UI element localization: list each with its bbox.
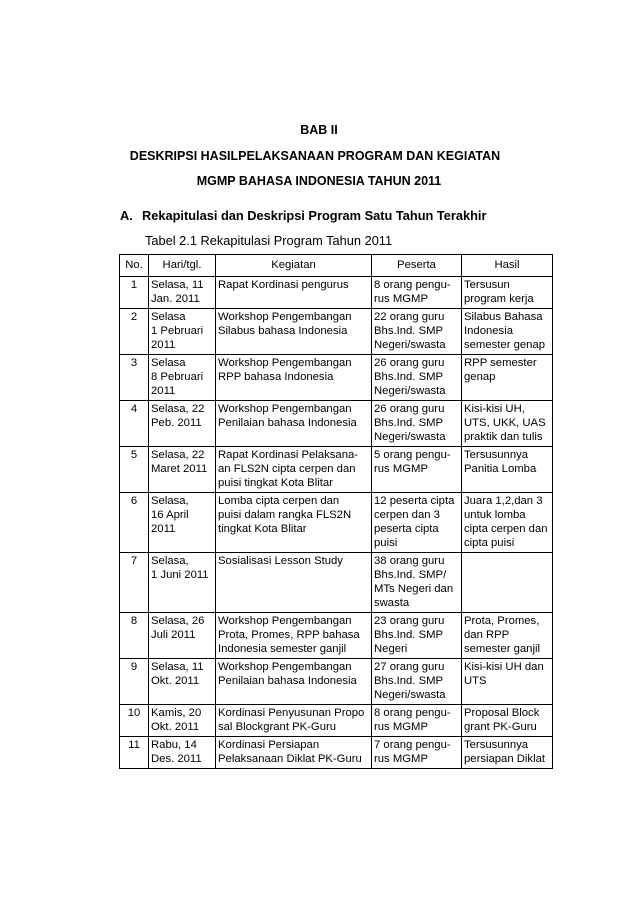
cell-line: an FLS2N cipta cerpen dan — [218, 463, 356, 475]
cell-line: 8 orang pengu- — [374, 279, 451, 291]
cell-line: Penilaian bahasa Indonesia — [218, 675, 357, 687]
cell-hari — [149, 277, 216, 309]
cell-line: Selasa, — [151, 495, 189, 507]
table-row — [120, 705, 553, 737]
cell-line: tingkat Kota Blitar — [218, 523, 307, 535]
cell-line: Workshop Pengembangan — [218, 357, 352, 369]
cell-line: puisi tingkat Kota Blitar — [218, 477, 333, 489]
table-row — [120, 355, 553, 401]
cell-line: Workshop Pengembangan — [218, 403, 352, 415]
cell-line: Silabus bahasa Indonesia — [218, 325, 348, 337]
cell-peserta — [372, 447, 462, 493]
cell-line: Peb. 2011 — [151, 417, 202, 429]
cell-peserta — [372, 401, 462, 447]
cell-line: Maret 2011 — [151, 463, 208, 475]
cell-line: Bhs.Ind. SMP — [374, 629, 444, 641]
cell-line: Panitia Lomba — [464, 463, 537, 475]
cell-line: 22 orang guru — [374, 311, 445, 323]
cell-kegiatan — [216, 493, 372, 553]
cell-line: Kordinasi Penyusunan Propo — [218, 707, 365, 719]
table-row — [120, 277, 553, 309]
cell-line: Workshop Pengembangan — [218, 615, 352, 627]
cell-line: Bhs.Ind. SMP — [374, 371, 444, 383]
cell-hari — [149, 309, 216, 355]
cell-line: Juli 2011 — [151, 629, 196, 641]
cell-no: 11 — [120, 737, 149, 769]
cell-hari — [149, 659, 216, 705]
cell-line: Negeri — [374, 643, 408, 655]
cell-line: cipta puisi — [464, 537, 515, 549]
cell-line: Indonesia semester ganjil — [218, 643, 347, 655]
cell-line: Selasa, 22 — [151, 403, 205, 415]
col-header-no: No. — [120, 255, 149, 277]
cell-hari — [149, 737, 216, 769]
cell-line: Kamis, 20 — [151, 707, 202, 719]
cell-peserta — [372, 493, 462, 553]
cell-kegiatan — [216, 401, 372, 447]
table-row — [120, 659, 553, 705]
cell-peserta — [372, 309, 462, 355]
cell-line: cipta cerpen dan — [464, 523, 548, 535]
cell-kegiatan — [216, 447, 372, 493]
section-heading — [120, 208, 486, 223]
cell-peserta — [372, 705, 462, 737]
cell-hari — [149, 401, 216, 447]
cell-peserta — [372, 659, 462, 705]
cell-line: UTS, UKK, UAS — [464, 417, 546, 429]
cell-line: Proposal Block — [464, 707, 540, 719]
cell-line: rus MGMP — [374, 463, 428, 475]
cell-line: peserta cipta — [374, 523, 439, 535]
cell-line: 2011 — [151, 385, 176, 397]
cell-hasil — [462, 355, 553, 401]
cell-peserta — [372, 737, 462, 769]
cell-hari — [149, 447, 216, 493]
cell-line: swasta — [374, 597, 410, 609]
cell-no: 2 — [120, 309, 149, 355]
table-row — [120, 737, 553, 769]
cell-peserta — [372, 355, 462, 401]
cell-line: Rabu, 14 — [151, 739, 197, 751]
cell-line: semester ganjil — [464, 643, 540, 655]
cell-line: Okt. 2011 — [151, 675, 200, 687]
cell-no: 4 — [120, 401, 149, 447]
cell-hasil — [462, 277, 553, 309]
cell-line: Rapat Kordinasi Pelaksana- — [218, 449, 359, 461]
cell-line: 16 April — [151, 509, 189, 521]
cell-hasil — [462, 447, 553, 493]
cell-line: Indonesia — [464, 325, 513, 337]
cell-line: 5 orang pengu- — [374, 449, 451, 461]
document-title-line1: DESKRIPSI HASILPELAKSANAAN PROGRAM DAN KEGIATAN — [129, 149, 501, 163]
cell-hari — [149, 553, 216, 613]
cell-no: 9 — [120, 659, 149, 705]
cell-line: puisi dalam rangka FLS2N — [218, 509, 352, 521]
cell-line: UTS — [464, 675, 487, 687]
cell-line: RPP bahasa Indonesia — [218, 371, 334, 383]
cell-no: 6 — [120, 493, 149, 553]
cell-hasil — [462, 737, 553, 769]
table-row — [120, 401, 553, 447]
cell-line: Penilaian bahasa Indonesia — [218, 417, 357, 429]
cell-line: semester genap — [464, 339, 546, 351]
document-title-line2: MGMP BAHASA INDONESIA TAHUN 2011 — [196, 174, 442, 188]
cell-line: Tersusun — [464, 279, 510, 291]
cell-line: Kisi-kisi UH dan — [464, 661, 544, 673]
cell-kegiatan — [216, 309, 372, 355]
cell-line: dan RPP — [464, 629, 510, 641]
cell-hasil — [462, 553, 553, 613]
cell-line: puisi — [374, 537, 398, 549]
cell-line: 2011 — [151, 523, 176, 535]
cell-line: Juara 1,2,dan 3 — [464, 495, 543, 507]
chapter-heading: BAB II — [300, 123, 338, 137]
cell-line: Bhs.Ind. SMP/ — [374, 569, 447, 581]
cell-no: 10 — [120, 705, 149, 737]
cell-line: cerpen dan 3 — [374, 509, 440, 521]
cell-line: Selasa, 11 — [151, 661, 204, 673]
cell-line: 1 Pebruari — [151, 325, 204, 337]
cell-line: genap — [464, 371, 496, 383]
cell-line: Bhs.Ind. SMP — [374, 675, 444, 687]
table-caption: Tabel 2.1 Rekapitulasi Program Tahun 2011 — [145, 233, 393, 248]
cell-peserta — [372, 277, 462, 309]
cell-line: rus MGMP — [374, 753, 428, 765]
cell-line: 38 orang guru — [374, 555, 445, 567]
cell-line: praktik dan tulis — [464, 431, 543, 443]
cell-line: Des. 2011 — [151, 753, 202, 765]
cell-line: program kerja — [464, 293, 534, 305]
cell-hasil — [462, 705, 553, 737]
cell-line: Negeri/swasta — [374, 689, 446, 701]
table-body — [120, 277, 553, 769]
cell-peserta — [372, 553, 462, 613]
table-row — [120, 493, 553, 553]
cell-line: Selasa — [151, 357, 186, 369]
program-table — [119, 254, 553, 769]
section-letter: A. — [120, 208, 133, 223]
cell-line: Pelaksanaan Diklat PK-Guru — [218, 753, 362, 765]
cell-line: Workshop Pengembangan — [218, 661, 352, 673]
cell-line: 23 orang guru — [374, 615, 445, 627]
table-row — [120, 613, 553, 659]
col-header-hasil: Hasil — [462, 255, 553, 277]
cell-line: Selasa — [151, 311, 186, 323]
section-heading-text: Rekapitulasi dan Deskripsi Program Satu Tahun Terakhir — [142, 208, 487, 223]
cell-line: 8 Pebruari — [151, 371, 204, 383]
cell-line: RPP semester — [464, 357, 537, 369]
cell-hasil — [462, 659, 553, 705]
cell-hasil — [462, 613, 553, 659]
cell-kegiatan — [216, 705, 372, 737]
cell-no: 8 — [120, 613, 149, 659]
cell-line: Rapat Kordinasi pengurus — [218, 279, 349, 291]
cell-line: Prota, Promes, — [464, 615, 540, 627]
cell-line: Prota, Promes, RPP bahasa — [218, 629, 360, 641]
cell-line: 26 orang guru — [374, 357, 445, 369]
cell-line: Bhs.Ind. SMP — [374, 325, 444, 337]
cell-kegiatan — [216, 277, 372, 309]
cell-hari — [149, 613, 216, 659]
cell-line: persiapan Diklat — [464, 753, 546, 765]
cell-no: 3 — [120, 355, 149, 401]
cell-line: 8 orang pengu- — [374, 707, 451, 719]
cell-line: 7 orang pengu- — [374, 739, 451, 751]
cell-kegiatan — [216, 737, 372, 769]
cell-kegiatan — [216, 659, 372, 705]
cell-line: 26 orang guru — [374, 403, 445, 415]
cell-hasil — [462, 401, 553, 447]
table-row — [120, 309, 553, 355]
cell-line: 2011 — [151, 339, 176, 351]
cell-no: 7 — [120, 553, 149, 613]
cell-line: untuk lomba — [464, 509, 526, 521]
cell-line: rus MGMP — [374, 293, 428, 305]
cell-line: sal Blockgrant PK-Guru — [218, 721, 337, 733]
table-header-row — [120, 255, 553, 277]
cell-line: Kordinasi Persiapan — [218, 739, 320, 751]
cell-hari — [149, 705, 216, 737]
col-header-hari: Hari/tgl. — [149, 255, 216, 277]
cell-line: Sosialisasi Lesson Study — [218, 555, 343, 567]
cell-line: Selasa, — [151, 555, 189, 567]
cell-line: Lomba cipta cerpen dan — [218, 495, 340, 507]
cell-no: 5 — [120, 447, 149, 493]
cell-line: Selasa, 11 — [151, 279, 204, 291]
cell-line: Kisi-kisi UH, — [464, 403, 525, 415]
cell-line: Jan. 2011 — [151, 293, 200, 305]
cell-line: Tersusunnya — [464, 449, 529, 461]
cell-line: Tersusunnya — [464, 739, 529, 751]
cell-line: 12 peserta cipta — [374, 495, 455, 507]
cell-hari — [149, 493, 216, 553]
table-row — [120, 553, 553, 613]
cell-line: Okt. 2011 — [151, 721, 200, 733]
cell-line: Selasa, 26 — [151, 615, 205, 627]
cell-line: Silabus Bahasa — [464, 311, 543, 323]
cell-line: MTs Negeri dan — [374, 583, 454, 595]
cell-line: Negeri/swasta — [374, 339, 446, 351]
cell-kegiatan — [216, 613, 372, 659]
cell-line: Selasa, 22 — [151, 449, 205, 461]
cell-line: Workshop Pengembangan — [218, 311, 352, 323]
cell-hasil — [462, 493, 553, 553]
cell-kegiatan — [216, 355, 372, 401]
cell-hasil — [462, 309, 553, 355]
col-header-kegiatan: Kegiatan — [216, 255, 372, 277]
cell-kegiatan — [216, 553, 372, 613]
cell-line: rus MGMP — [374, 721, 428, 733]
cell-line: 27 orang guru — [374, 661, 445, 673]
table-row — [120, 447, 553, 493]
cell-no: 1 — [120, 277, 149, 309]
cell-line: Negeri/swasta — [374, 431, 446, 443]
cell-hari — [149, 355, 216, 401]
cell-peserta — [372, 613, 462, 659]
cell-line: Bhs.Ind. SMP — [374, 417, 444, 429]
cell-line: grant PK-Guru — [464, 721, 537, 733]
cell-line: 1 Juni 2011 — [151, 569, 209, 581]
col-header-peserta: Peserta — [372, 255, 462, 277]
cell-line: Negeri/swasta — [374, 385, 446, 397]
